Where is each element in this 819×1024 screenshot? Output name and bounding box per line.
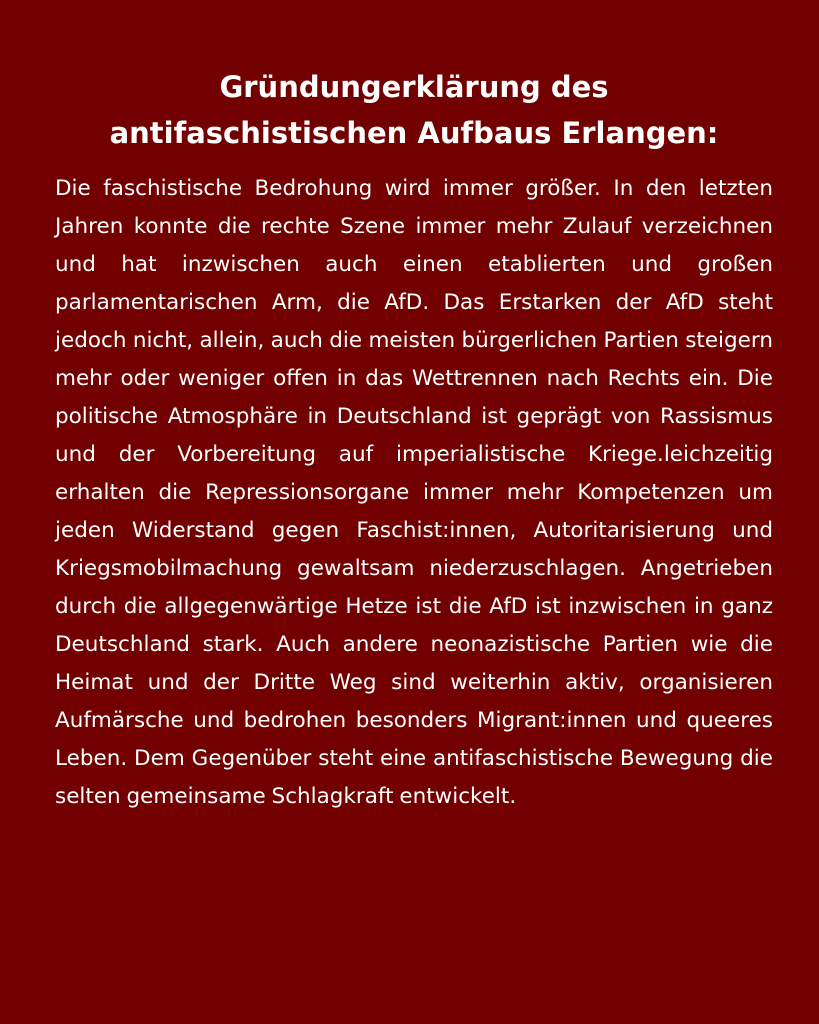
title-line-1: Gründungerklärung des [219, 70, 609, 104]
document-title [55, 64, 773, 156]
body-paragraph: Die faschistische Bedrohung wird immer größer. In den letzten Jahren konnte die rechte Szene immer mehr Zulauf verzeichnen und hat inzwischen auch einen etablierten und großen parlamentarischen Arm, die AfD. Das Erstarken der AfD steht jedoch nicht, allein, auch die meisten bürgerlichen Partien steigern mehr oder weniger offen in das Wettrennen nach Rechts ein. Die politische Atmosphäre in Deutschland ist geprägt von Rassismus und der Vorbereitung auf imperialistische Kriege.leichzeitig erhalten die Repressionsorgane immer mehr Kompetenzen um jeden Widerstand gegen Faschist:innen, Autoritarisierung und Kriegsmobilmachung gewaltsam niederzuschlagen. Angetrieben durch die allgegenwärtige Hetze ist die AfD ist inzwischen in ganz Deutschland stark. Auch andere neonazistische Partien wie die Heimat und der Dritte Weg sind weiterhin aktiv, organisieren Aufmärsche und bedrohen besonders Migrant:innen und queeres Leben. Dem Gegenüber steht eine antifaschistische Bewegung die selten gemeinsame Schlagkraft entwickelt. [55, 176, 773, 809]
title-line-2: antifaschistischen Aufbaus Erlangen: [109, 116, 719, 150]
